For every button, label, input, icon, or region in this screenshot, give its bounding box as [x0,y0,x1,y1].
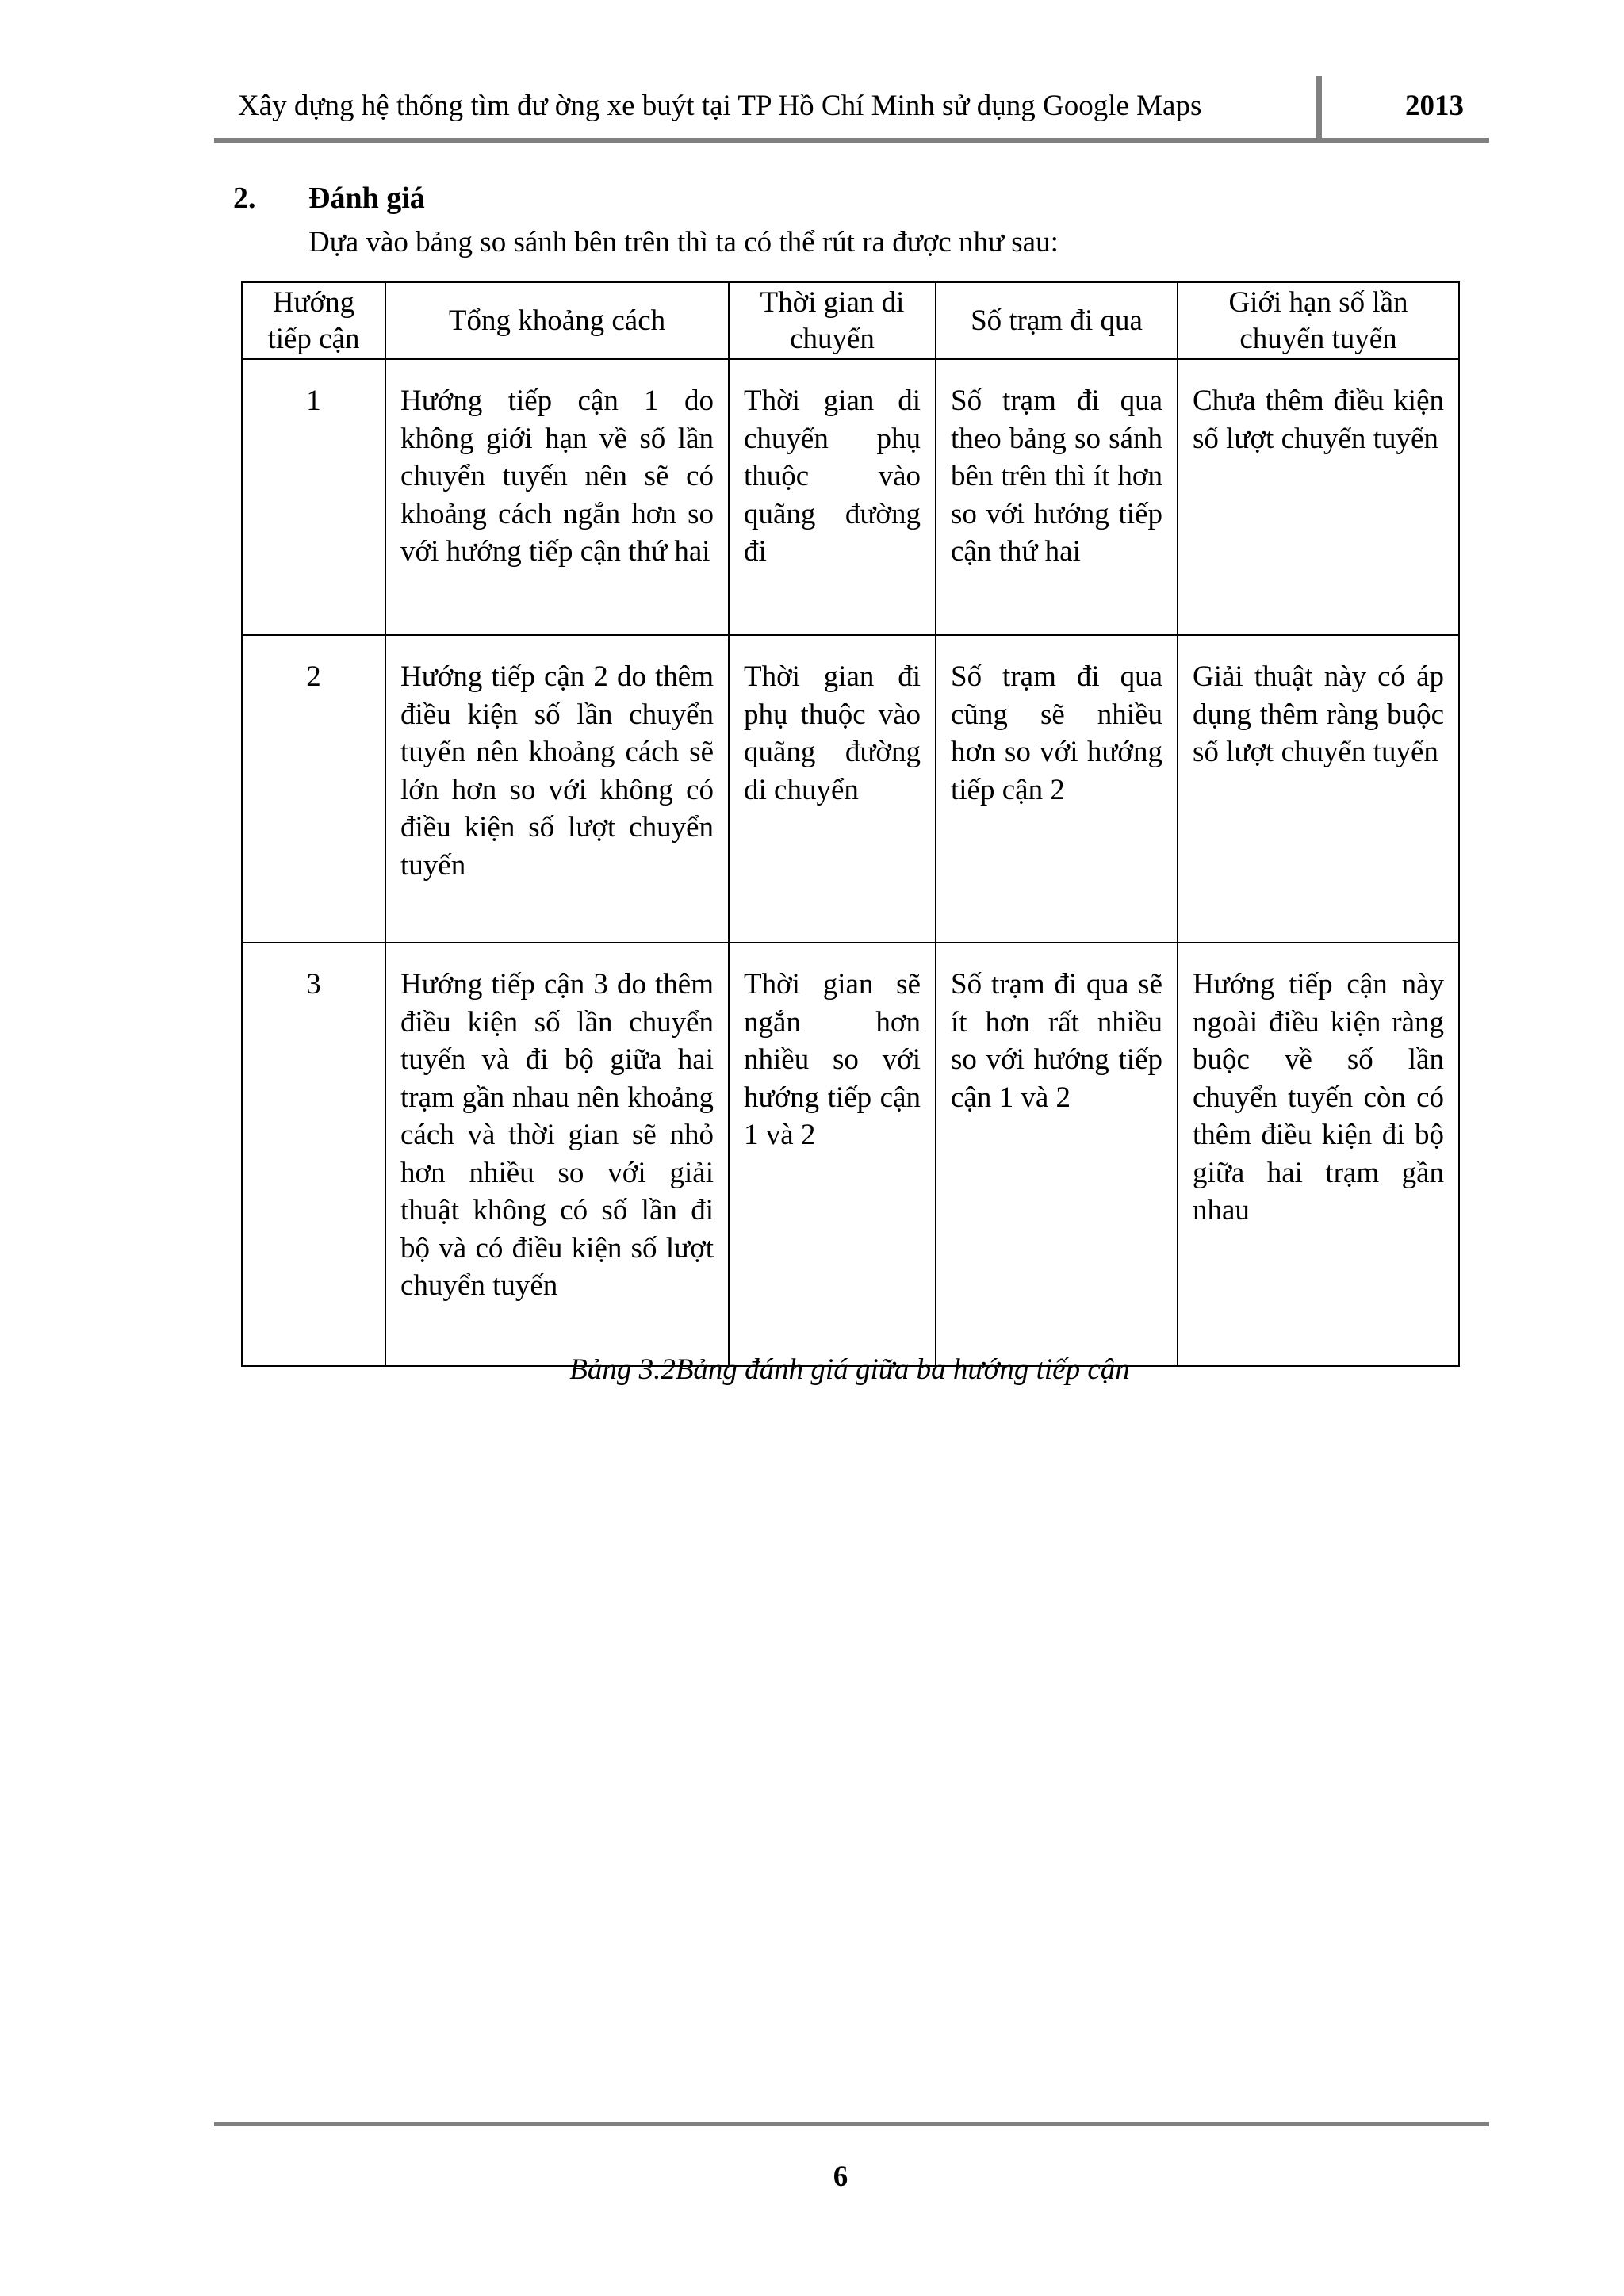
intro-paragraph: Dựa vào bảng so sánh bên trên thì ta có thể rút ra được như sau: [308,226,1059,258]
header-year: 2013 [1405,90,1464,122]
cell-approach: 1 [242,359,385,635]
table-row [242,943,1459,1366]
header-rule [214,138,1489,143]
cell-total-distance: Hướng tiếp cận 2 do thêm điều kiện số lần chuyển tuyến nên khoảng cách sẽ lớn hơn so với không có điều kiện số lượt chuyển tuyến [385,635,729,943]
header-total-distance: Tổng khoảng cách [385,282,729,359]
header-stations-passed: Số trạm đi qua [936,282,1178,359]
cell-transfer-limit: Hướng tiếp cận này ngoài điều kiện ràng buộc về số lần chuyển tuyến còn có thêm điều kiện đi bộ giữa hai trạm gần nhau [1178,943,1459,1366]
cell-approach: 2 [242,635,385,943]
header-divider [1316,76,1322,143]
table-caption: Bảng 3.2Bảng đánh giá giữa ba hướng tiếp cận [569,1353,1130,1386]
header-travel-time: Thời gian di chuyển [729,282,936,359]
cell-transfer-limit: Giải thuật này có áp dụng thêm ràng buộc số lượt chuyển tuyến [1178,635,1459,943]
footer-rule [214,2122,1489,2126]
cell-total-distance: Hướng tiếp cận 3 do thêm điều kiện số lần chuyển tuyến và đi bộ giữa hai trạm gần nhau nên khoảng cách và thời gian sẽ nhỏ hơn nhiều so với giải thuật không có số lần đi bộ và có điều kiện số lượt chuyển tuyến [385,943,729,1366]
cell-approach: 3 [242,943,385,1366]
cell-stations-passed: Số trạm đi qua cũng sẽ nhiều hơn so với hướng tiếp cận 2 [936,635,1178,943]
table-header-row [242,282,1459,359]
cell-travel-time: Thời gian sẽ ngắn hơn nhiều so với hướng tiếp cận 1 và 2 [729,943,936,1366]
cell-travel-time: Thời gian di chuyển phụ thuộc vào quãng đường đi [729,359,936,635]
cell-travel-time: Thời gian đi phụ thuộc vào quãng đường di chuyển [729,635,936,943]
comparison-table [241,281,1460,1367]
header-approach: Hướng tiếp cận [242,282,385,359]
cell-total-distance: Hướng tiếp cận 1 do không giới hạn về số lần chuyển tuyến nên sẽ có khoảng cách ngắn hơn so với hướng tiếp cận thứ hai [385,359,729,635]
header-title: Xây dựng hệ thống tìm đư ờng xe buýt tại TP Hồ Chí Minh sử dụng Google Maps [238,90,1202,122]
cell-stations-passed: Số trạm đi qua sẽ ít hơn rất nhiều so với hướng tiếp cận 1 và 2 [936,943,1178,1366]
section-number: 2. [233,182,256,215]
section-heading [233,181,425,216]
cell-transfer-limit: Chưa thêm điều kiện số lượt chuyển tuyến [1178,359,1459,635]
page-number: 6 [833,2160,848,2193]
section-title: Đánh giá [308,182,425,215]
table-row [242,359,1459,635]
cell-stations-passed: Số trạm đi qua theo bảng so sánh bên trên thì ít hơn so với hướng tiếp cận thứ hai [936,359,1178,635]
table-row [242,635,1459,943]
page-header [214,76,1483,143]
header-transfer-limit: Giới hạn số lần chuyển tuyến [1178,282,1459,359]
